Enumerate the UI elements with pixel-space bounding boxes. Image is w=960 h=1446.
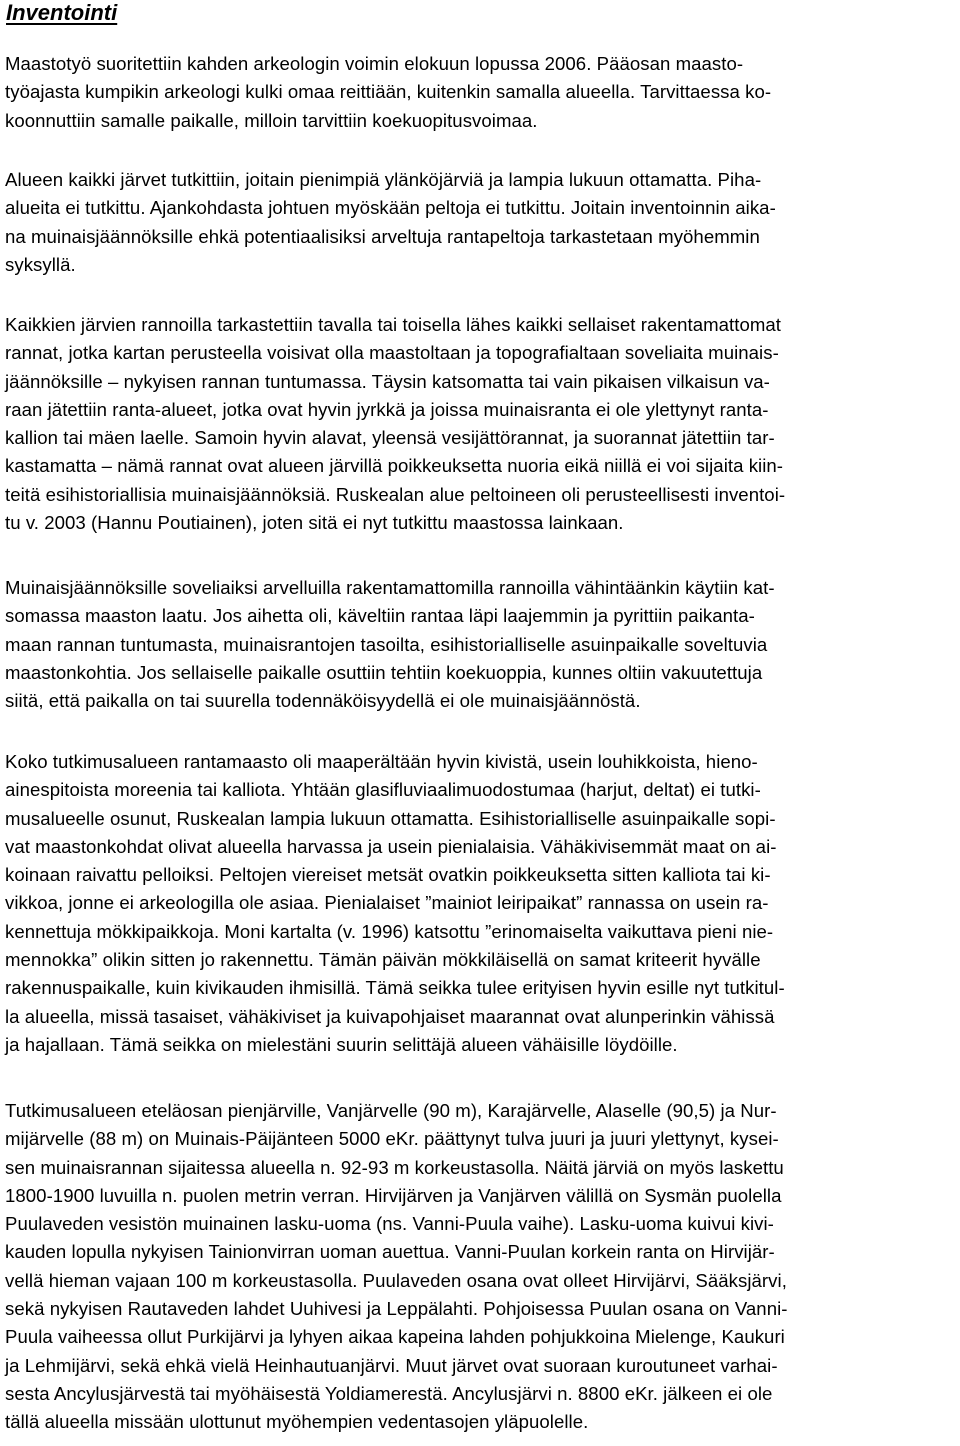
- text-line: rakennuspaikalle, kuin kivikauden ihmisillä. Tämä seikka tulee erityisen hyvin esille nyt tutkitul-: [5, 977, 785, 999]
- text-line: ainespitoista moreenia tai kalliota. Yhtään glasifluviaalimuodostumaa (harjut, deltat) ei tutki-: [5, 779, 761, 801]
- paragraph-1: [5, 50, 771, 135]
- text-line: mennokka” olikin sitten jo rakennettu. Tämän päivän mökkiläisellä on samat kriteerit hyvälle: [5, 949, 761, 971]
- text-line: na muinaisjäännöksille ehkä potentiaalisiksi arveltuja rantapeltoja tarkastetaan myöhemmin: [5, 225, 760, 247]
- text-line: koonnuttiin samalle paikalle, milloin tarvittiin koekuopitusvoimaa.: [5, 109, 538, 131]
- paragraph-5: [5, 748, 785, 1059]
- paragraph-3: [5, 311, 785, 537]
- text-line: kennettuja mökkipaikkoja. Moni kartalta (v. 1996) katsottu ”erinomaiselta vaikuttava pieni nie-: [5, 920, 774, 942]
- text-line: Puulaveden vesistön muinainen lasku-uoma (ns. Vanni-Puula vaihe). Lasku-uoma kuivui kivi-: [5, 1213, 774, 1235]
- text-line: sesta Ancylusjärvestä tai myöhäisestä Yoldiamerestä. Ancylusjärvi n. 8800 eKr. jälkeen ei ole: [5, 1382, 773, 1404]
- text-line: rannat, jotka kartan perusteella voisivat olla maastoltaan ja topografialtaan soveliaita muinais-: [5, 342, 779, 364]
- text-line: maan rannan tuntumasta, muinaisrantojen tasoilta, esihistorialliselle asuinpaikalle soveltuvia: [5, 633, 768, 655]
- text-line: teitä esihistoriallisia muinaisjäännöksiä. Ruskealan alue peltoineen oli perusteellisesti inventoi-: [5, 483, 786, 505]
- text-line: Puula vaiheessa ollut Purkijärvi ja lyhyen aikaa kapeina lahden pohjukkoina Mielenge, Kaukuri: [5, 1326, 785, 1348]
- text-line: ja hajallaan. Tämä seikka on mielestäni suurin selittäjä alueen vähäisille löydöille.: [5, 1033, 678, 1055]
- text-line: Alueen kaikki järvet tutkittiin, joitain pienimpiä ylänköjärviä ja lampia lukuun ottamatta. Piha-: [5, 169, 762, 190]
- text-line: Muinaisjäännöksille soveliaiksi arvelluilla rakentamattomilla rannoilla vähintäänkin käytiin kat-: [5, 577, 775, 598]
- text-line: kastamatta – nämä rannat ovat alueen järvillä poikkeuksetta nuoria eikä niillä ei voi sijaita kiin-: [5, 455, 784, 477]
- text-line: vat maastonkohdat olivat alueella harvassa ja usein pienialaisia. Vähäkivisemmät maat on ai-: [5, 835, 777, 857]
- text-line: alueita ei tutkittu. Ajankohdasta johtuen myöskään peltoja ei tutkittu. Joitain inventoinnin aika-: [5, 197, 776, 219]
- text-line: la alueella, missä tasaiset, vähäkiviset ja kuivapohjaiset maarannat ovat alunperinkin vähissä: [5, 1005, 775, 1027]
- text-line: vellä hieman vajaan 100 m korkeustasolla. Puulaveden osana ovat olleet Hirvijärvi, Sääksjärvi,: [5, 1269, 787, 1291]
- text-line: Koko tutkimusalueen rantamaasto oli maaperältään hyvin kivistä, usein louhikkoista, hieno-: [5, 751, 758, 772]
- text-line: siitä, että paikalla on tai suurella todennäköisyydellä ei ole muinaisjäännöstä.: [5, 690, 641, 712]
- text-line: musalueelle osunut, Ruskealan lampia lukuun ottamatta. Esihistorialliselle asuinpaikalle sopi-: [5, 807, 776, 829]
- text-line: sekä nykyisen Rautaveden lahdet Uuhivesi ja Leppälahti. Pohjoisessa Puulan osana on Vanni-: [5, 1298, 788, 1320]
- text-line: 1800-1900 luvuilla n. puolen metrin verran. Hirvijärven ja Vanjärven välillä on Sysmän puolella: [5, 1184, 782, 1206]
- text-line: syksyllä.: [5, 253, 76, 275]
- text-line: Maastotyö suoritettiin kahden arkeologin voimin elokuun lopussa 2006. Pääosan maasto-: [5, 53, 744, 74]
- paragraph-4: [5, 574, 775, 715]
- text-line: tällä alueella missään ulottunut myöhempien vedentasojen yläpuolelle.: [5, 1411, 589, 1433]
- text-line: kallion tai mäen laelle. Samoin hyvin alavat, yleensä vesijättörannat, ja suorannat jätettiin tar-: [5, 427, 775, 449]
- text-line: raan jätettiin ranta-alueet, jotka ovat hyvin jyrkkä ja joissa muinaisranta ei ole ylettynyt ranta-: [5, 398, 769, 420]
- text-line: vikkoa, jonne ei arkeologilla ole asiaa. Pienialaiset ”mainiot leiripaikat” rannassa on usein ra-: [5, 892, 769, 914]
- text-line: sen muinaisrannan sijaitessa alueella n. 92-93 m korkeustasolla. Näitä järviä on myös laskettu: [5, 1156, 784, 1178]
- paragraph-2: [5, 166, 776, 279]
- text-line: työajasta kumpikin arkeologi kulki omaa reittiään, kuitenkin samalla alueella. Tarvittaessa ko-: [5, 81, 772, 103]
- text-line: somassa maaston laatu. Jos aihetta oli, käveltiin rantaa läpi laajemmin ja pyrittiin paikanta-: [5, 605, 755, 627]
- text-line: tu v. 2003 (Hannu Poutiainen), joten sitä ei nyt tutkittu maastossa lainkaan.: [5, 512, 624, 534]
- text-line: Tutkimusalueen eteläosan pienjärville, Vanjärvelle (90 m), Karajärvelle, Alaselle (90,5) ja Nur-: [5, 1100, 777, 1121]
- text-line: koinaan raivattu pelloiksi. Peltojen viereiset metsät ovatkin poikkeuksetta sitten kalliota tai ki-: [5, 864, 771, 886]
- text-line: jäännöksille – nykyisen rannan tuntumassa. Täysin katsomatta tai vain pikaisen vilkaisun va-: [5, 370, 770, 392]
- paragraph-6: [5, 1097, 788, 1437]
- text-line: maastonkohtia. Jos sellaiselle paikalle osuttiin tehtiin koekuoppia, kunnes oltiin vakuutettuja: [5, 661, 763, 683]
- section-heading: Inventointi: [6, 0, 118, 25]
- text-line: ja Lehmijärvi, sekä ehkä vielä Heinhautuanjärvi. Muut järvet ovat suoraan kuroutuneet varhai-: [5, 1354, 778, 1376]
- text-line: mijärvelle (88 m) on Muinais-Päijänteen 5000 eKr. päättynyt tulva juuri ja juuri ylettynyt, kysei-: [5, 1128, 779, 1150]
- text-line: Kaikkien järvien rannoilla tarkastettiin tavalla tai toisella lähes kaikki sellaiset rakentamattomat: [5, 314, 781, 335]
- text-line: kauden lopulla nykyisen Tainionvirran uoman auettua. Vanni-Puulan korkein ranta on Hirvijär-: [5, 1241, 775, 1263]
